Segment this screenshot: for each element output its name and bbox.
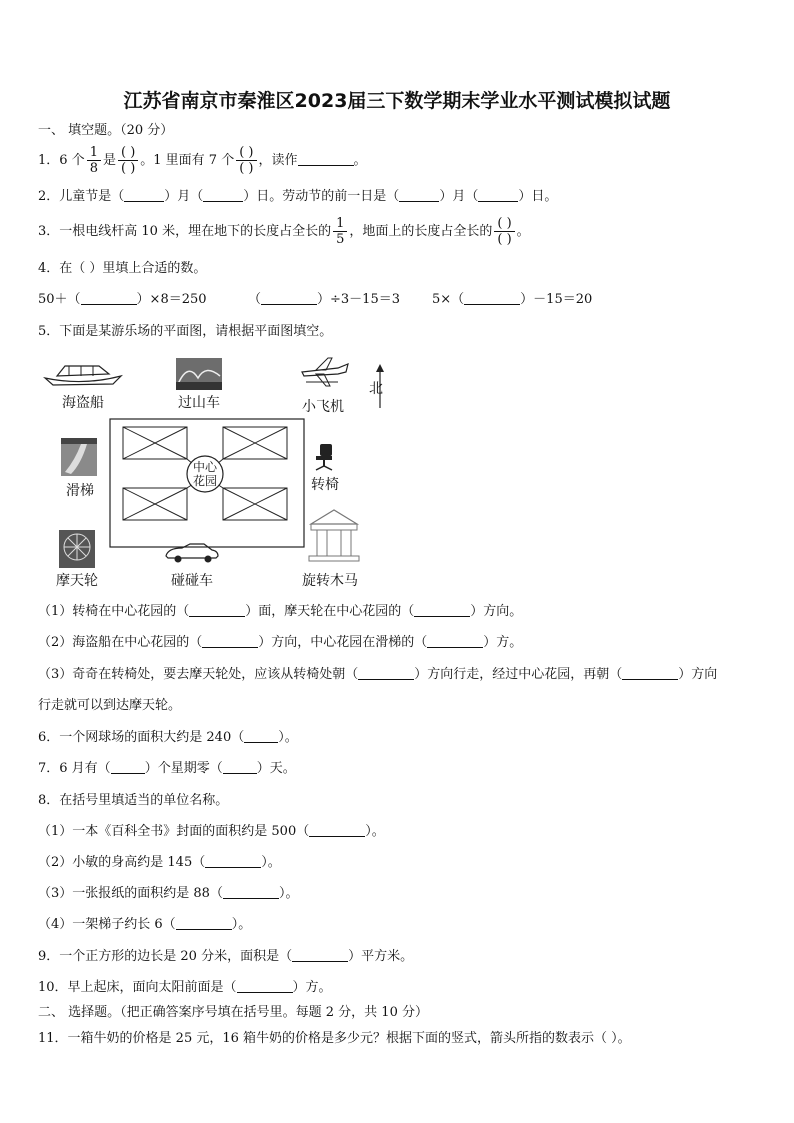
question-5-3: （3）奇奇在转椅处，要去摩天轮处，应该从转椅处朝（ ）方向行走，经过中心花园，再朝（ ）方向 <box>38 667 718 682</box>
answer-blank[interactable] <box>202 634 258 648</box>
answer-blank[interactable] <box>309 823 365 837</box>
question-8-2: （2）小敏的身高约是 145（ ）。 <box>38 855 281 870</box>
answer-fraction-3[interactable]: $\frac{( )}{( )}$ <box>494 216 514 247</box>
question-5: 5．下面是某游乐场的平面图，请根据平面图填空。 <box>38 324 333 339</box>
question-9: 9．一个正方形的边长是 20 分米，面积是（ ）平方米。 <box>38 949 414 964</box>
label-small-plane: 小飞机 <box>302 399 344 415</box>
answer-blank[interactable] <box>427 634 483 648</box>
label-pirate-ship: 海盗船 <box>62 395 104 411</box>
swivel-chair-icon <box>312 442 338 472</box>
label-roller-coaster: 过山车 <box>178 395 220 411</box>
question-5-3-continued: 行走就可以到达摩天轮。 <box>38 698 182 713</box>
answer-fraction-2[interactable]: $\frac{( )}{( )}$ <box>236 145 256 176</box>
question-8: 8．在括号里填适当的单位名称。 <box>38 793 229 808</box>
question-5-2: （2）海盗船在中心花园的（ ）方向，中心花园在滑梯的（ ）方。 <box>38 635 523 650</box>
question-5-1: （1）转椅在中心花园的（ ）面，摩天轮在中心花园的（ ）方向。 <box>38 604 523 619</box>
label-bumper-car: 碰碰车 <box>171 573 213 589</box>
question-7: 7．6 月有（ ）个星期零（ ）天。 <box>38 761 296 776</box>
question-1: 1．6 个 $\frac{1}{8}$ 是 $\frac{( )}{( )}$ 。1 里面有 7 个 $\frac{( )}{( )}$ ，读作 。 <box>38 145 367 176</box>
label-north: 北 <box>369 381 383 397</box>
slide-icon <box>61 438 97 476</box>
answer-blank[interactable] <box>223 885 279 899</box>
fraction-one-fifth: $\frac{1}{5}$ <box>333 216 347 247</box>
question-6: 6．一个网球场的面积大约是 240（ ）。 <box>38 730 298 745</box>
amusement-park-map <box>40 352 383 592</box>
page-title: 江苏省南京市秦淮区2023届三下数学期末学业水平测试模拟试题 <box>123 90 671 112</box>
question-2: 2．儿童节是（ ）月（ ）日。劳动节的前一日是（ ）月（ ）日。 <box>38 189 558 204</box>
question-4-equation-2: （ ）÷3－15＝3 <box>248 292 400 307</box>
label-ferris-wheel: 摩天轮 <box>56 573 98 589</box>
roller-coaster-icon <box>176 358 222 390</box>
ferris-wheel-icon <box>59 530 95 568</box>
question-10: 10．早上起床，面向太阳前面是（ ）方。 <box>38 980 332 995</box>
answer-blank[interactable] <box>622 666 678 680</box>
label-swivel-chair: 转椅 <box>311 477 339 493</box>
answer-blank[interactable] <box>237 979 293 993</box>
question-3: 3．一根电线杆高 10 米，埋在地下的长度占全长的 $\frac{1}{5}$ ，地面上的长度占全长的 $\frac{( )}{( )}$ 。 <box>38 216 530 247</box>
question-4-equation-3: 5×（ ）－15＝20 <box>432 292 593 307</box>
bumper-car-icon <box>164 542 220 564</box>
answer-fraction-1[interactable]: $\frac{( )}{( )}$ <box>118 145 138 176</box>
answer-blank[interactable] <box>205 854 261 868</box>
answer-blank-read[interactable] <box>298 152 354 166</box>
answer-blank[interactable] <box>244 729 278 743</box>
question-8-3: （3）一张报纸的面积约是 88（ ）。 <box>38 886 299 901</box>
answer-blank[interactable] <box>464 291 520 305</box>
question-11: 11．一箱牛奶的价格是 25 元，16 箱牛奶的价格是多少元？根据下面的竖式，箭头所指的数表示（ ）。 <box>38 1031 631 1046</box>
answer-blank[interactable] <box>81 291 137 305</box>
label-slide: 滑梯 <box>66 483 94 499</box>
question-4: 4．在（ ）里填上合适的数。 <box>38 261 207 276</box>
fraction-one-eighth: $\frac{1}{8}$ <box>87 145 101 176</box>
answer-blank[interactable] <box>176 916 232 930</box>
answer-blank[interactable] <box>414 603 470 617</box>
answer-blank[interactable] <box>292 948 348 962</box>
answer-blank[interactable] <box>124 188 164 202</box>
answer-blank[interactable] <box>261 291 317 305</box>
answer-blank[interactable] <box>111 760 145 774</box>
answer-blank[interactable] <box>358 666 414 680</box>
section-2-heading: 二、 选择题。（把正确答案序号填在括号里。每题 2 分，共 10 分） <box>38 1005 428 1020</box>
small-plane-icon <box>298 356 352 390</box>
section-1-heading: 一、 填空题。（20 分） <box>38 123 174 138</box>
carousel-icon <box>305 506 363 564</box>
answer-blank[interactable] <box>478 188 518 202</box>
answer-blank[interactable] <box>223 760 257 774</box>
question-8-4: （4）一架梯子约长 6（ ）。 <box>38 917 252 932</box>
answer-blank[interactable] <box>203 188 243 202</box>
question-4-equation-1: 50＋（ ）×8＝250 <box>38 292 207 307</box>
answer-blank[interactable] <box>399 188 439 202</box>
pirate-ship-icon <box>43 360 123 388</box>
label-carousel: 旋转木马 <box>302 573 358 589</box>
label-center-garden: 中心 花园 <box>192 460 217 488</box>
answer-blank[interactable] <box>189 603 245 617</box>
question-8-1: （1）一本《百科全书》封面的面积约是 500（ ）。 <box>38 824 385 839</box>
